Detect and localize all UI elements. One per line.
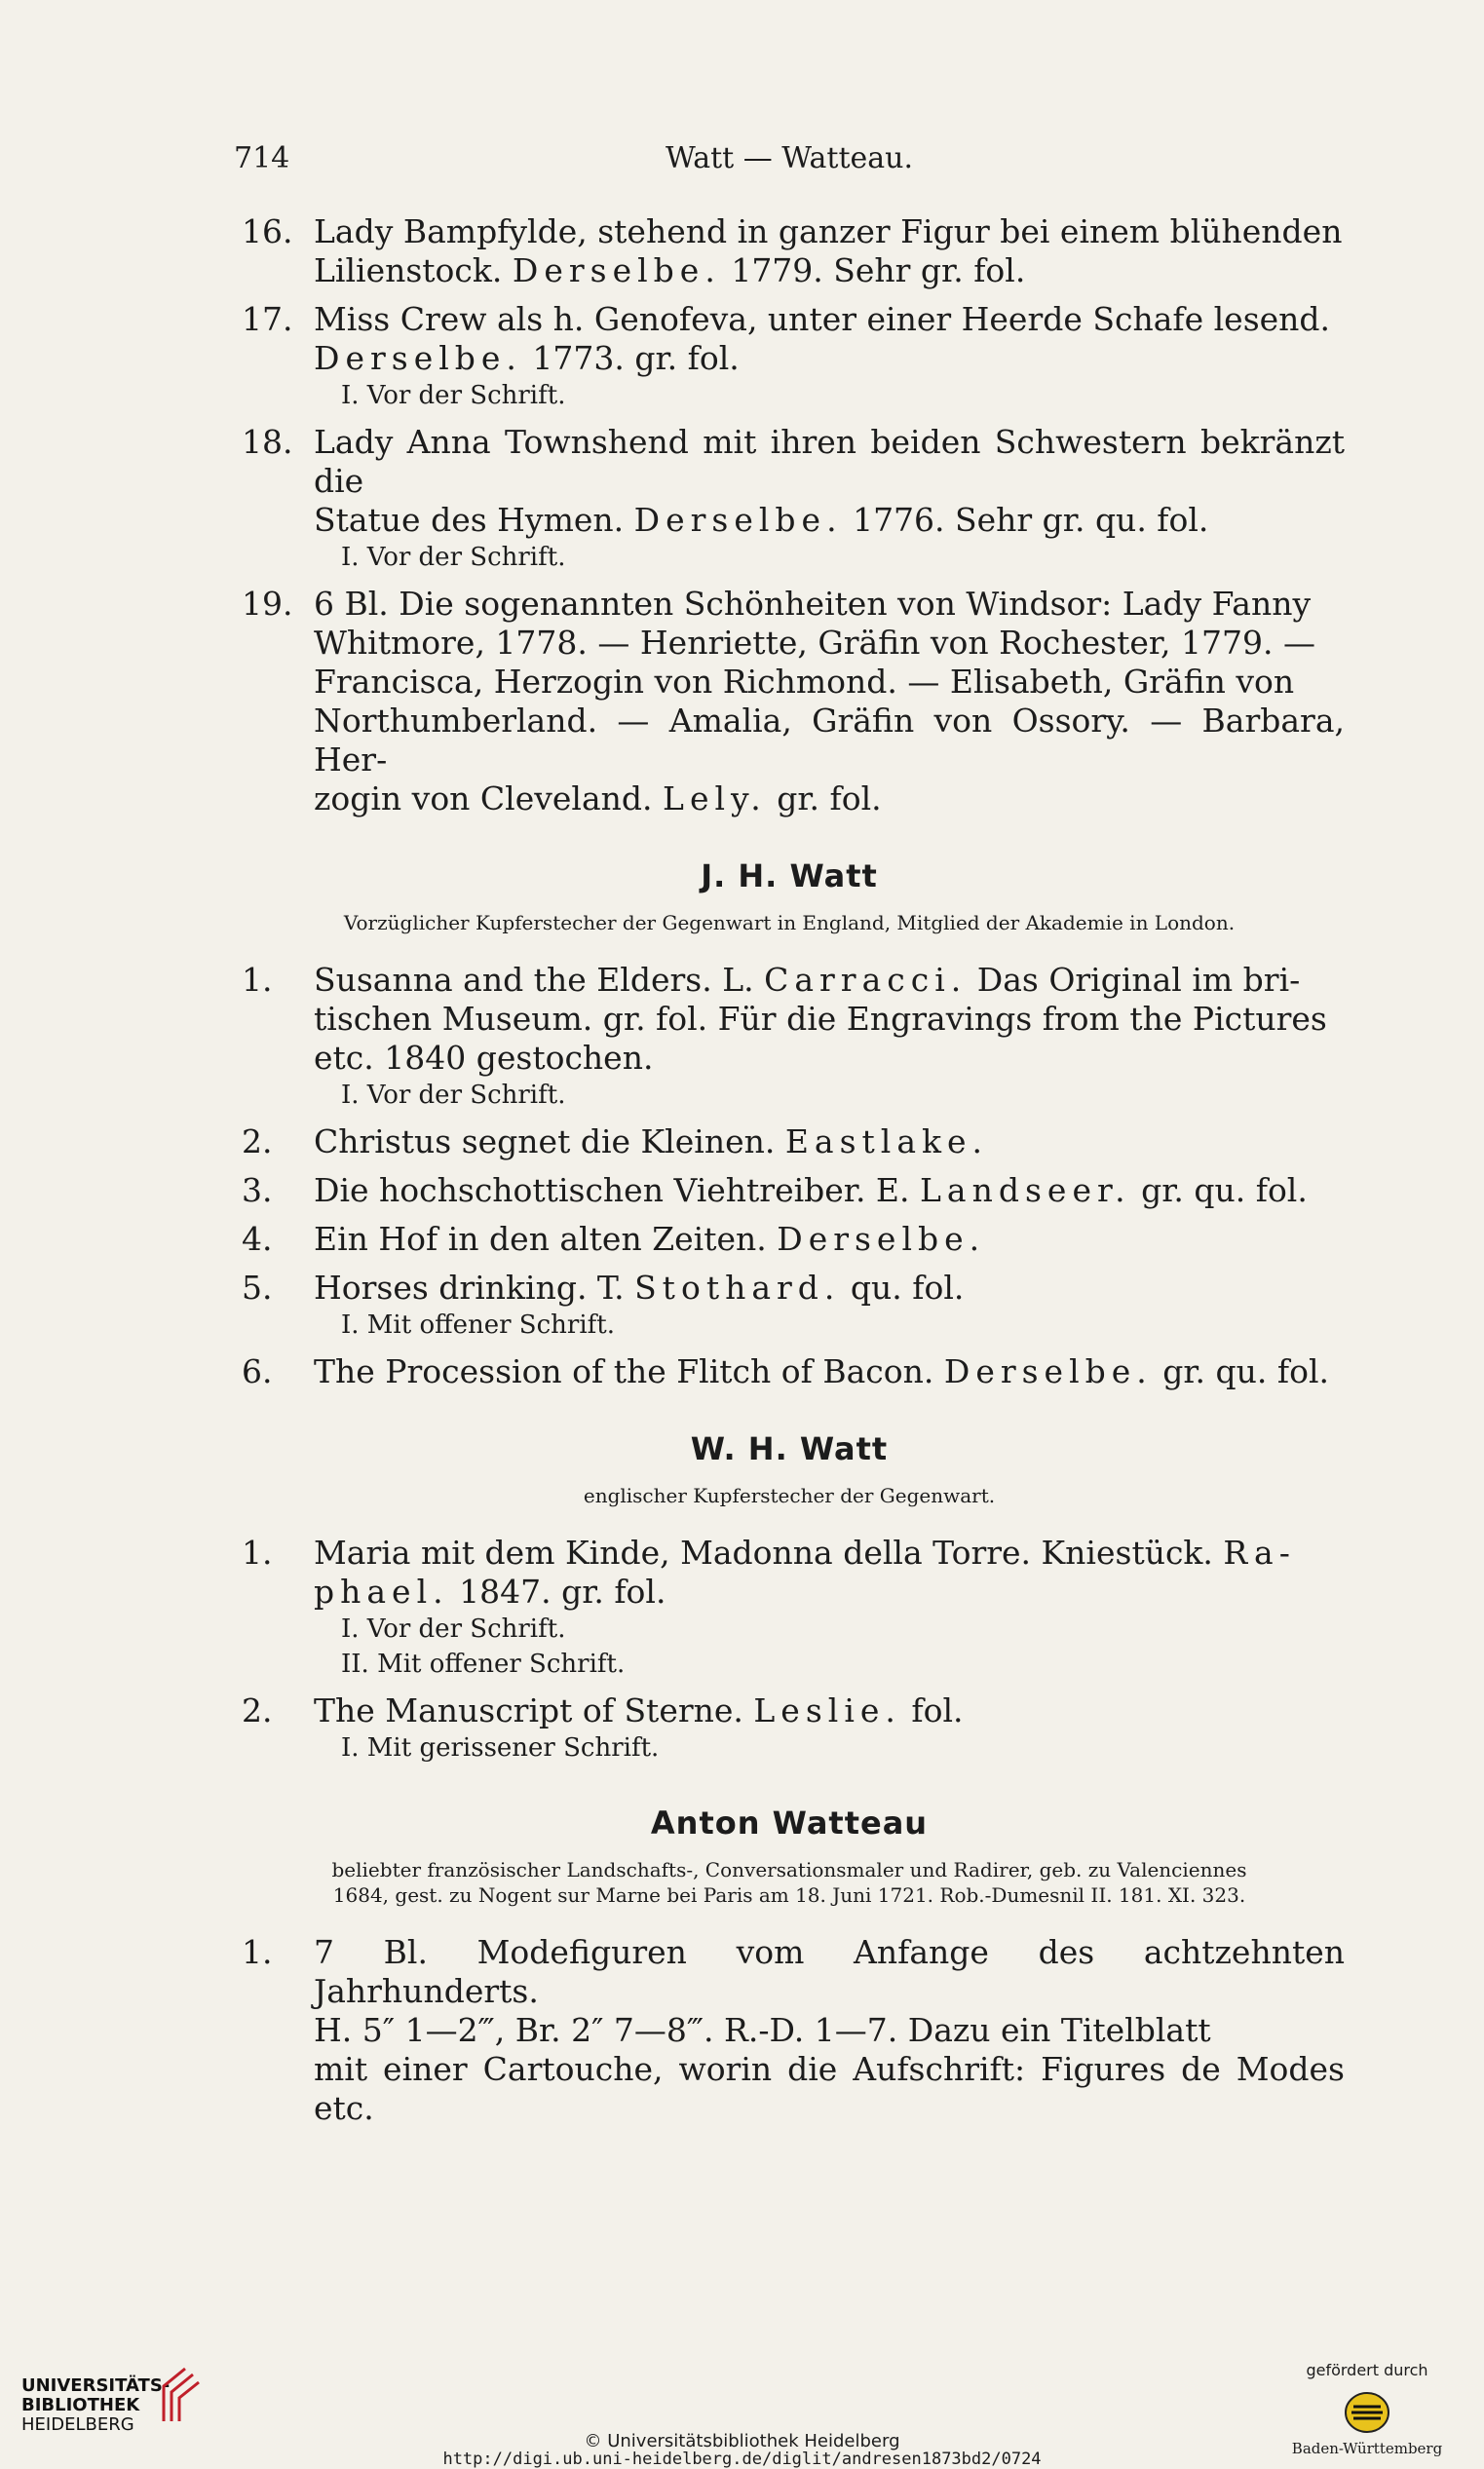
catalog-entry bbox=[234, 1534, 1345, 1682]
entry-text-line bbox=[314, 1269, 1345, 1308]
text-run: etc. 1840 gestochen. bbox=[314, 1039, 654, 1077]
catalog-entry bbox=[234, 212, 1345, 290]
section-heading-wh-watt: W. H. Watt bbox=[690, 1430, 889, 1467]
print-state: I. Vor der Schrift. bbox=[341, 543, 566, 572]
text-run: H. 5″ 1—2‴, Br. 2″ 7—8‴. R.-D. 1—7. Dazu ein Titelblatt bbox=[314, 2011, 1211, 2049]
section-entries-anton-watteau bbox=[234, 1933, 1345, 2128]
section-entries-jh-watt bbox=[234, 961, 1345, 1391]
catalog-entry bbox=[234, 1171, 1345, 1210]
library-name-line: UNIVERSITÄTS- bbox=[21, 2375, 171, 2396]
spaced-name: Lely. bbox=[663, 779, 767, 817]
text-run: zogin von Cleveland. bbox=[314, 779, 664, 817]
text-run: 1847. gr. fol. bbox=[448, 1573, 666, 1611]
spaced-name: Landseer. bbox=[920, 1171, 1131, 1209]
print-state: I. Vor der Schrift. bbox=[341, 1081, 566, 1110]
text-run: Miss Crew als h. Genofeva, unter einer Heerde Schafe lesend. bbox=[314, 300, 1331, 338]
spaced-name: Ra- bbox=[1223, 1534, 1296, 1572]
running-title: Watt — Watteau. bbox=[665, 141, 914, 175]
library-name-line: BIBLIOTHEK bbox=[21, 2395, 140, 2415]
text-run: Die hochschottischen Viehtreiber. E. bbox=[314, 1171, 921, 1209]
catalog-entry bbox=[234, 1269, 1345, 1343]
entry-number: 2. bbox=[242, 1691, 273, 1729]
text-run: 1779. Sehr gr. fol. bbox=[720, 251, 1026, 289]
catalog-entry bbox=[234, 585, 1345, 818]
entry-text-line bbox=[314, 1171, 1345, 1210]
section-continued-entries bbox=[234, 212, 1345, 818]
spaced-name: Derselbe. bbox=[633, 501, 843, 539]
text-run: The Manuscript of Sterne. bbox=[314, 1691, 754, 1729]
text-run: Lilienstock. bbox=[314, 251, 513, 289]
entry-text-line bbox=[314, 1122, 1345, 1161]
text-run: Whitmore, 1778. — Henriette, Gräfin von Rochester, 1779. — bbox=[314, 624, 1315, 662]
funding-label: gefördert durch bbox=[1306, 2361, 1428, 2379]
entry-text-line bbox=[314, 1039, 1345, 1078]
text-run: gr. qu. fol. bbox=[1152, 1352, 1330, 1390]
entry-number: 19. bbox=[242, 585, 293, 623]
running-header bbox=[234, 141, 1345, 180]
section-entries-wh-watt bbox=[234, 1534, 1345, 1766]
text-run: Horses drinking. T. bbox=[314, 1269, 635, 1307]
catalog-entry bbox=[234, 1220, 1345, 1259]
entry-text-line bbox=[314, 2050, 1345, 2128]
entry-number: 18. bbox=[242, 423, 293, 461]
entry-text-line bbox=[314, 212, 1345, 251]
entry-number: 3. bbox=[242, 1171, 273, 1209]
entry-text-line bbox=[314, 961, 1345, 1000]
subtitle-line: 1684, gest. zu Nogent sur Marne bei Paris am 18. Juni 1721. Rob.-Dumesnil II. 181. XI. 323. bbox=[332, 1883, 1246, 1907]
text-run: Ein Hof in den alten Zeiten. bbox=[314, 1220, 778, 1258]
page-number: 714 bbox=[234, 141, 290, 175]
text-run: gr. qu. fol. bbox=[1130, 1171, 1308, 1209]
library-logo[interactable] bbox=[21, 2376, 170, 2435]
text-run: Lady Bampfylde, stehend in ganzer Figur bei einem blühenden bbox=[314, 212, 1343, 250]
library-name-line: HEIDELBERG bbox=[21, 2414, 134, 2435]
catalog-entry bbox=[234, 961, 1345, 1113]
text-run: 1773. gr. fol. bbox=[521, 339, 740, 377]
catalog-entry bbox=[234, 1122, 1345, 1161]
section-heading-jh-watt: J. H. Watt bbox=[701, 857, 878, 894]
spaced-name: Derselbe. bbox=[777, 1220, 986, 1258]
text-run: Christus segnet die Kleinen. bbox=[314, 1122, 785, 1160]
print-state: I. Vor der Schrift. bbox=[341, 381, 566, 410]
print-state: I. Mit gerissener Schrift. bbox=[341, 1733, 660, 1763]
text-run: The Procession of the Flitch of Bacon. bbox=[314, 1352, 944, 1390]
entry-text-line bbox=[314, 251, 1345, 290]
entry-text-line bbox=[314, 339, 1345, 378]
text-run: 6 Bl. Die sogenannten Schönheiten von Windsor: Lady Fanny bbox=[314, 585, 1312, 623]
copyright-notice: © Universitätsbibliothek Heidelberg bbox=[584, 2431, 900, 2451]
funding-credit[interactable] bbox=[1289, 2361, 1445, 2457]
spaced-name: Leslie. bbox=[753, 1691, 901, 1729]
entry-text-line bbox=[314, 1352, 1345, 1391]
footer-bar bbox=[0, 2343, 1484, 2469]
print-state: I. Vor der Schrift. bbox=[341, 1614, 566, 1644]
entry-text-line bbox=[314, 501, 1345, 540]
text-run: Susanna and the Elders. L. bbox=[314, 961, 765, 999]
text-run: 1776. Sehr gr. qu. fol. bbox=[842, 501, 1209, 539]
text-run: Statue des Hymen. bbox=[314, 501, 634, 539]
subtitle-line: beliebter französischer Landschafts-, Conversationsmaler und Radirer, geb. zu Valenciennes bbox=[331, 1858, 1247, 1881]
entry-number: 16. bbox=[242, 212, 293, 250]
entry-text-line bbox=[314, 1691, 1345, 1730]
catalog-entry bbox=[234, 1352, 1345, 1391]
entry-text-line bbox=[314, 1573, 1345, 1612]
entry-number: 2. bbox=[242, 1122, 273, 1160]
entry-text-line bbox=[314, 2011, 1345, 2050]
entry-text-line bbox=[314, 1534, 1345, 1573]
text-run: Maria mit dem Kinde, Madonna della Torre. Kniestück. bbox=[314, 1534, 1224, 1572]
entry-number: 5. bbox=[242, 1269, 273, 1307]
text-run: Northumberland. — Amalia, Gräfin von Ossory. — Barbara, Her- bbox=[314, 702, 1345, 779]
text-run: gr. fol. bbox=[766, 779, 882, 817]
text-run: Lady Anna Townshend mit ihren beiden Schwestern bekränzt die bbox=[314, 423, 1345, 500]
section-subtitle-jh-watt: Vorzüglicher Kupferstecher der Gegenwart in England, Mitglied der Akademie in London. bbox=[343, 911, 1236, 934]
entry-text-line bbox=[314, 702, 1345, 779]
library-mark-icon bbox=[156, 2363, 205, 2431]
entry-text-line bbox=[314, 624, 1345, 663]
entry-number: 1. bbox=[242, 1933, 273, 1971]
entry-text-line bbox=[314, 300, 1345, 339]
catalog-entry bbox=[234, 1933, 1345, 2128]
entry-number: 6. bbox=[242, 1352, 273, 1390]
spaced-name: Stothard. bbox=[634, 1269, 841, 1307]
text-run: fol. bbox=[900, 1691, 964, 1729]
text-run: tischen Museum. gr. fol. Für die Engravings from the Pictures bbox=[314, 1000, 1327, 1038]
entry-number: 17. bbox=[242, 300, 293, 338]
spaced-name: Derselbe. bbox=[943, 1352, 1153, 1390]
catalog-entry bbox=[234, 1691, 1345, 1766]
print-state: II. Mit offener Schrift. bbox=[341, 1650, 626, 1679]
permalink-url[interactable]: http://digi.ub.uni-heidelberg.de/diglit/andresen1873bd2/0724 bbox=[442, 2450, 1042, 2469]
text-run: Das Original im bri- bbox=[967, 961, 1301, 999]
entry-text-line bbox=[314, 1000, 1345, 1039]
entry-text-line bbox=[314, 1933, 1345, 2011]
entry-number: 1. bbox=[242, 961, 273, 999]
text-run: qu. fol. bbox=[840, 1269, 965, 1307]
page-content bbox=[234, 212, 1345, 2138]
catalog-entry bbox=[234, 423, 1345, 575]
text-run: 7 Bl. Modefiguren vom Anfange des achtzehnten Jahrhunderts. bbox=[314, 1933, 1345, 2010]
spaced-name: Eastlake. bbox=[784, 1122, 989, 1160]
section-subtitle-anton-watteau bbox=[234, 1857, 1345, 1908]
section-subtitle-wh-watt: englischer Kupferstecher der Gegenwart. bbox=[583, 1484, 996, 1507]
entry-text-line bbox=[314, 1220, 1345, 1259]
entry-text-line bbox=[314, 585, 1345, 624]
catalog-entry bbox=[234, 300, 1345, 413]
spaced-name: Derselbe. bbox=[314, 339, 522, 377]
section-heading-anton-watteau: Anton Watteau bbox=[650, 1804, 929, 1842]
text-run: mit einer Cartouche, worin die Aufschrift: Figures de Modes etc. bbox=[314, 2050, 1345, 2127]
entry-text-line bbox=[314, 663, 1345, 702]
spaced-name: Derselbe. bbox=[512, 251, 721, 289]
spaced-name: phael. bbox=[314, 1573, 449, 1611]
coat-of-arms-icon bbox=[1344, 2391, 1390, 2434]
entry-number: 1. bbox=[242, 1534, 273, 1572]
funding-name: Baden-Württemberg bbox=[1291, 2440, 1443, 2457]
print-state: I. Mit offener Schrift. bbox=[341, 1310, 615, 1340]
entry-number: 4. bbox=[242, 1220, 273, 1258]
entry-text-line bbox=[314, 779, 1345, 818]
text-run: Francisca, Herzogin von Richmond. — Elisabeth, Gräfin von bbox=[314, 663, 1295, 701]
entry-text-line bbox=[314, 423, 1345, 501]
spaced-name: Carracci. bbox=[764, 961, 968, 999]
